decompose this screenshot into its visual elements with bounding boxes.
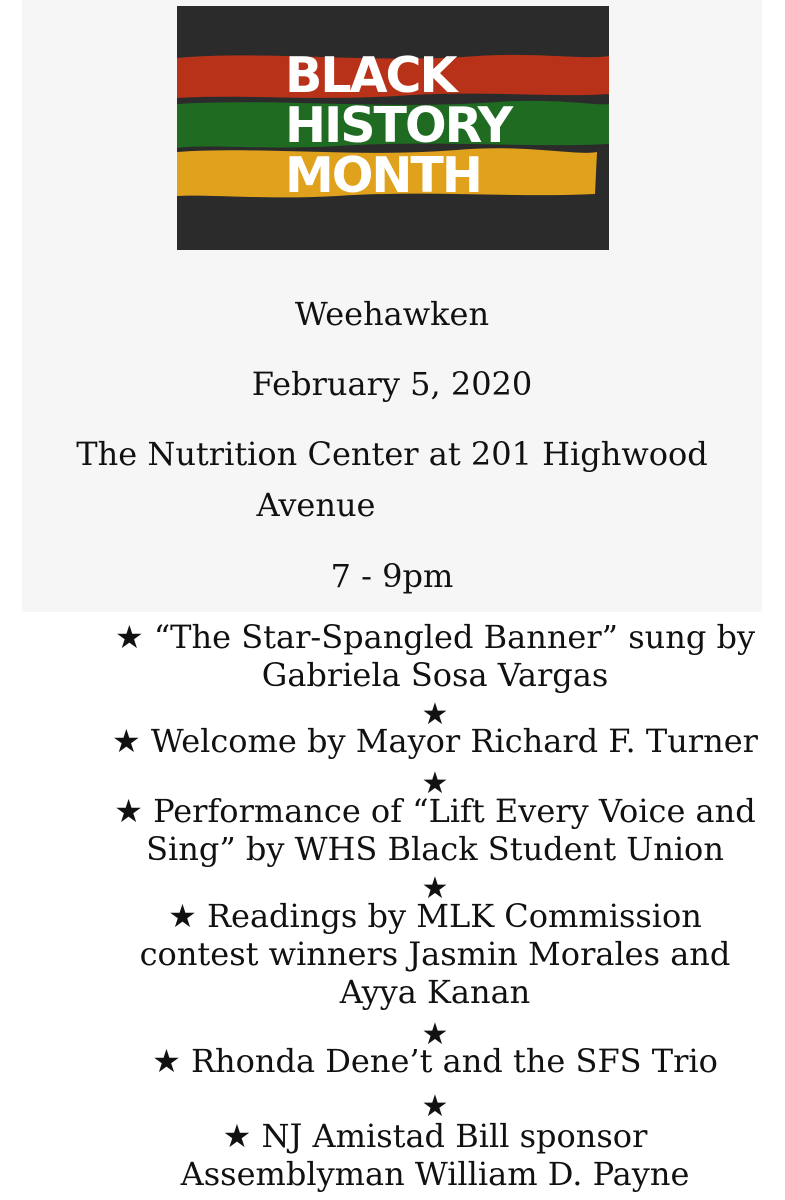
program-item-line	[100, 1155, 770, 1193]
program-item	[100, 792, 770, 868]
program-item	[100, 897, 770, 1011]
star-separator-icon: ★	[421, 766, 449, 801]
program-item-text: “The Star-Spangled Banner” sung by	[153, 618, 756, 656]
program-item-text: Welcome by Mayor Richard F. Turner	[150, 722, 758, 760]
banner-word-black: BLACK	[285, 47, 456, 104]
program-item-line	[100, 935, 770, 973]
star-bullet-icon: ★	[222, 1117, 262, 1155]
program-item	[100, 618, 770, 694]
event-date: February 5, 2020	[251, 365, 533, 403]
event-time: 7 - 9pm	[330, 557, 454, 595]
program-item-text: contest winners Jasmin Morales and	[139, 935, 731, 973]
star-bullet-icon: ★	[152, 1042, 191, 1080]
star-separator-icon: ★	[421, 1089, 449, 1124]
program-item-text: Ayya Kanan	[339, 973, 531, 1011]
program-item-line	[100, 618, 770, 656]
event-venue-line1: The Nutrition Center at 201 Highwood	[76, 435, 708, 473]
banner-word-month: MONTH	[285, 147, 481, 204]
event-venue-line2: Avenue	[256, 486, 376, 524]
black-history-month-banner	[177, 6, 609, 250]
star-bullet-icon: ★	[114, 792, 154, 830]
program-item	[100, 1117, 770, 1193]
program-item-text: Gabriela Sosa Vargas	[261, 656, 609, 694]
event-town: Weehawken	[294, 295, 490, 333]
banner-word-history: HISTORY	[285, 97, 512, 154]
program-item-text: Rhonda Dene’t and the SFS Trio	[190, 1042, 718, 1080]
program-item-text: NJ Amistad Bill sponsor	[261, 1117, 648, 1155]
program-item-line	[100, 830, 770, 868]
program-item-line	[100, 973, 770, 1011]
program-item-text: Assemblyman William D. Payne	[180, 1155, 690, 1193]
star-separator-icon: ★	[421, 1017, 449, 1052]
program-item-text: Sing” by WHS Black Student Union	[146, 830, 724, 868]
star-separator-icon: ★	[421, 697, 449, 732]
program-item-text: Readings by MLK Commission	[206, 897, 702, 935]
star-bullet-icon: ★	[114, 618, 154, 656]
star-separator-icon: ★	[421, 871, 449, 906]
star-bullet-icon: ★	[112, 722, 151, 760]
program-item-text: Performance of “Lift Every Voice and	[153, 792, 756, 830]
program-item-line	[100, 656, 770, 694]
star-bullet-icon: ★	[168, 897, 207, 935]
